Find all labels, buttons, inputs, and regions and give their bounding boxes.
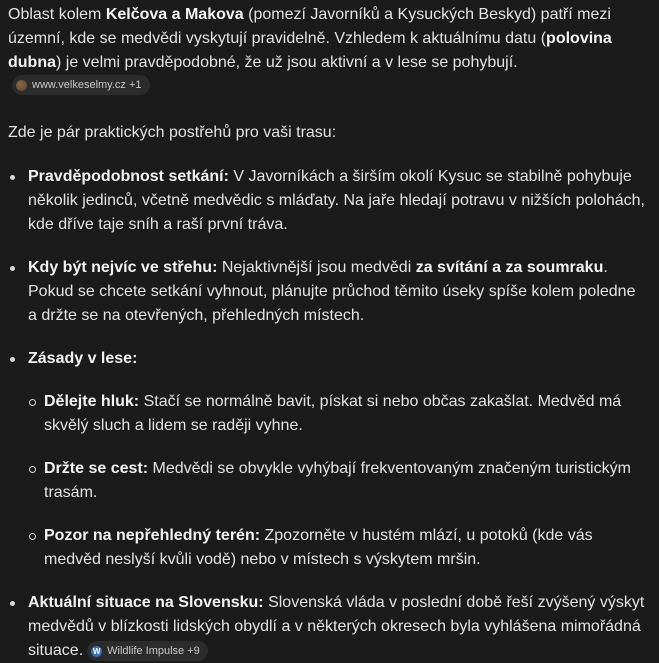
item-text: Slovenská vláda v poslední době řeší zvýšený výskyt medvědů v blízkosti lidských obydlí a v některých okresech byla vyhlášena mimořádná situace.	[28, 593, 645, 659]
list-item	[8, 591, 645, 663]
source-chip-label: www.velkeselmy.cz +1	[32, 79, 142, 91]
item-bold-text: za svítání a za soumraku	[415, 258, 604, 276]
item-label: Zásady v lese:	[28, 349, 138, 367]
source-chip[interactable]	[87, 641, 208, 661]
sub-item-text: Zpozorněte v hustém mlází, u potoků (kde vás medvěd neslyší kvůli vodě) nebo v místech s výskytem mršin.	[44, 526, 593, 568]
intro-paragraph	[8, 3, 645, 100]
lead-paragraph: Zde je pár praktických postřehů pro vaši trasu:	[8, 123, 337, 141]
sub-list-item	[28, 390, 645, 438]
intro-bold-location: Kelčova a Makova	[105, 6, 244, 23]
intro-text-1: Oblast kolem	[8, 6, 106, 23]
item-label: Pravděpodobnost setkání:	[28, 167, 229, 185]
item-text: Nejaktivnější jsou medvědi	[217, 258, 416, 276]
intro-bold-date: polovina dubna	[8, 30, 612, 71]
source-chip-label: Wildlife Impulse +9	[107, 645, 200, 657]
sub-item-label: Pozor na nepřehledný terén:	[44, 526, 261, 544]
sub-list	[28, 390, 645, 572]
intro-text-2: (pomezí Javorníků a Kysuckých Beskyd) patří mezi územní, kde se medvědi vyskytují pravidelně. Vzhledem k aktuálnímu datu (	[8, 6, 611, 47]
sub-item-label: Držte se cest:	[44, 459, 149, 477]
sub-item-text: Medvědi se obvykle vyhýbají frekventovaným značeným turistickým trasám.	[44, 459, 631, 501]
wordpress-icon: W	[92, 646, 101, 656]
list-item	[8, 256, 645, 328]
item-label: Aktuální situace na Slovensku:	[28, 593, 264, 611]
list-item	[8, 347, 645, 572]
sub-list-item	[28, 524, 645, 572]
item-label: Kdy být nejvíc ve střehu:	[28, 258, 218, 276]
site-favicon-icon	[16, 80, 27, 91]
item-text: V Javorníkách a širším okolí Kysuc se stabilně pohybuje několik jedinců, včetně medvědic s mláďaty. Na jaře hledají potravu v nižších polohách, kde dříve taje sníh a raší první tráva.	[28, 167, 645, 233]
sub-list-item	[28, 457, 645, 505]
source-chip[interactable]	[12, 75, 150, 95]
sub-item-label: Dělejte hluk:	[44, 392, 140, 410]
sub-item-text: Stačí se normálně bavit, pískat si nebo občas zakašlat. Medvěd má skvělý sluch a lidem se raději vyhne.	[44, 392, 622, 434]
list-item	[8, 165, 645, 237]
tips-list	[8, 165, 645, 663]
intro-text-3: ) je velmi pravděpodobné, že už jsou aktivní a v lese se pohybují.	[56, 54, 518, 71]
item-text: . Pokud se chcete setkání vyhnout, plánujte průchod těmito úseky spíše kolem poledne a držte se na otevřených, přehledných místech.	[28, 258, 636, 324]
